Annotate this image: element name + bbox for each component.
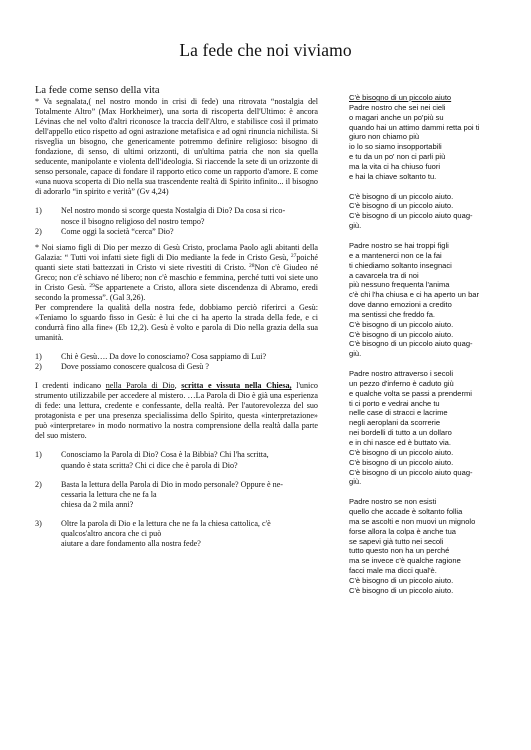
question-item bbox=[35, 362, 318, 372]
question-number: 1) bbox=[35, 450, 42, 460]
question-number: 2) bbox=[35, 479, 42, 489]
question-number: 3) bbox=[35, 518, 42, 528]
poem-stanza bbox=[349, 241, 517, 359]
paragraph-parola: I credenti indicano nella Parola di Dio, scritta e vissuta nella Chiesa, l'unico strumento utilizzabile per accedere al mistero. …La Parola di Dio è già una esperienza di fede: una lettura, credente e confessante, della realtà. Per l'autorevolezza del suo protagonista e per una presenza specialissima dello Spirito, questa «interpretazione» può «interpretare» in modo normativo la nostra comprensione della realtà dalla parte del suo mistero. bbox=[35, 381, 318, 441]
poem-line: giù. bbox=[349, 349, 362, 359]
poem-line: dove danno emozioni a credito bbox=[349, 300, 452, 310]
poem-line: ma se invece c'è qualche ragione bbox=[349, 556, 461, 566]
question-text: Come oggi la società “cerca” Dio? bbox=[61, 226, 174, 236]
emphasis-text-chiesa: scritta e vissuta nella Chiesa, bbox=[181, 381, 292, 391]
poem-stanza bbox=[349, 369, 517, 487]
poem-line: un pezzo d'inferno è caduto giù bbox=[349, 378, 454, 388]
poem-line: negli aeroplani da scorrerie bbox=[349, 418, 441, 428]
poem-line: giù. bbox=[349, 477, 362, 487]
poem-line: C'è bisogno di un piccolo aiuto. bbox=[349, 329, 454, 339]
section-subtitle: La fede come senso della vita bbox=[35, 85, 160, 96]
poem-line: quando hai un attimo dammi retta poi ti bbox=[349, 122, 480, 132]
poem-line: e hai la chiave soltanto tu. bbox=[349, 171, 437, 181]
poem-title: C'è bisogno di un piccolo aiuto bbox=[349, 93, 452, 102]
poem-line: ti ci porto e vedrai anche tu bbox=[349, 398, 440, 408]
question-item bbox=[35, 450, 318, 470]
question-item bbox=[35, 227, 318, 237]
poem-line: più nessuno frequenta l'anima bbox=[349, 280, 450, 290]
main-column bbox=[35, 84, 318, 549]
poem-line: io lo so siamo insopportabili bbox=[349, 142, 442, 152]
link-text-parola: nella Parola di Dio bbox=[105, 381, 175, 391]
poem-column bbox=[349, 93, 517, 606]
poem-line: Padre nostro se non esisti bbox=[349, 497, 437, 507]
poem-line: Padre nostro che sei nei cieli bbox=[349, 102, 446, 112]
poem-stanza bbox=[349, 192, 517, 231]
question-list-3 bbox=[35, 450, 318, 548]
question-text: Conosciamo la Parola di Dio? Cosa è la Bibbia? Chi l'ha scritta, quando è stata scritta? Chi ci dice che è parola di Dio? bbox=[61, 450, 269, 470]
question-item bbox=[35, 352, 318, 362]
poem-line: Padre nostro attraverso i secoli bbox=[349, 369, 454, 379]
poem-line: tutto questo non ha un perché bbox=[349, 546, 450, 556]
poem-line: e tu da un po' non ci parli più bbox=[349, 152, 446, 162]
poem-line: C'è bisogno di un piccolo aiuto quag- bbox=[349, 211, 473, 221]
poem-stanza bbox=[349, 103, 517, 182]
poem-line: C'è bisogno di un piccolo aiuto. bbox=[349, 319, 454, 329]
poem-line: c'è chi l'ha chiusa e ci ha aperto un bar bbox=[349, 290, 479, 300]
question-list-1 bbox=[35, 206, 318, 236]
poem-line: C'è bisogno di un piccolo aiuto. bbox=[349, 457, 454, 467]
poem-line: a cavarcela tra di noi bbox=[349, 270, 419, 280]
poem-line: C'è bisogno di un piccolo aiuto. bbox=[349, 447, 454, 457]
question-item bbox=[35, 480, 318, 510]
paragraph-galati: * Noi siamo figli di Dio per mezzo di Gesù Cristo, proclama Paolo agli abitanti della Galazia: “ Tutti voi infatti siete figli di Dio mediante la fede in Cristo Gesù, $^{27}$poiché quanti siete stati battezzati in Cristo vi siete rivestiti di Cristo. $^{28}$Non c'è Giudeo né Greco; non c'è schiavo né libero; non c'è maschio e femmina, perché tutti voi siete uno in Cristo Gesù. $^{29}$Se appartenete a Cristo, allora siete discendenza di Abramo, eredi secondo la promessa”. (Gal 3,26). bbox=[35, 242, 318, 302]
question-text: Nel nostro mondo si scorge questa Nostalgia di Dio? Da cosa si rico- nosce il bisogno religioso del nostro tempo? bbox=[61, 206, 286, 226]
poem-line: quello che accade è soltanto follia bbox=[349, 507, 463, 517]
question-number: 2) bbox=[35, 362, 42, 372]
poem-line: o magari anche un po'più su bbox=[349, 112, 444, 122]
poem-line: giù. bbox=[349, 221, 362, 231]
poem-line: nei bordelli di tutto a un dollaro bbox=[349, 428, 452, 438]
poem-line: e in chi nasce ed è buttato via. bbox=[349, 438, 451, 447]
page-title: La fede che noi viviamo bbox=[179, 40, 352, 60]
poem-line: ma se ascolti e non muovi un mignolo bbox=[349, 516, 476, 526]
poem-line: giuro non chiamo più bbox=[349, 132, 420, 142]
question-item bbox=[35, 206, 318, 226]
poem-line: e a mantenerci non ce la fai bbox=[349, 250, 442, 260]
paragraph-nostalgia: * Va segnalata,( nel nostro mondo in crisi di fede) una ritrovata “nostalgia del Totalmente Altro” (Max Horkheimer), una sorta di riscoperta dell'Ultimo: è ancora Lévinas che nel volto d'altri riconosce la traccia dell'Altro, e stabilisce così il primato dell'appello etico rispetto ad ogni astrazione metafisica e ad ogni rinuncia nichilista. Si risveglia un bisogno, che genericamente potremmo definire religioso: bisogno di fondazione, di senso, di ultimi orizzonti, di un'ultima patria che non sia quella seducente, manipolante e violenta dell'ideologia. Si riaccende la sete di un orizzonte di senso personale, capace di fondare il rapporto etico come un rapporto d'amore. E come «una nuova scoperta di Dio nella sua trascendente realtà di Spirito infinito... il bisogno di adorarlo “in spirito e verità” (Gv 4,24) bbox=[35, 97, 318, 197]
question-number: 2) bbox=[35, 226, 42, 236]
poem-line: forse allora la colpa è anche tua bbox=[349, 526, 456, 536]
poem-line: C'è bisogno di un piccolo aiuto. bbox=[349, 585, 454, 595]
poem-stanza bbox=[349, 497, 517, 595]
paragraph-gesu: Per comprendere la qualità della nostra fede, dobbiamo perciò riferirci a Gesù: «Teniamo lo sguardo fisso in Gesù: è lui che ci ha aperto la strada della fede, e ci condurrà fino alla fine» (Eb 12,2). Gesù è volto e parola di Dio nella grazia della sua umanità. bbox=[35, 302, 318, 343]
question-text: Basta la lettura della Parola di Dio in modo personale? Oppure è ne- cessaria la lettura che ne fa la chiesa da 2 mila anni? bbox=[61, 479, 284, 509]
question-text: Chi è Gesù…. Da dove lo conosciamo? Cosa sappiamo di Lui? bbox=[61, 352, 267, 362]
poem-line: Padre nostro se hai troppi figli bbox=[349, 240, 449, 250]
poem-line: e qualche volta se passi a prendermi bbox=[349, 388, 472, 398]
question-text: Oltre la parola di Dio e la lettura che ne fa la chiesa cattolica, c'è qualcos'altro ancora che ci può aiutare a dare fondamento alla nostra fede? bbox=[61, 518, 271, 548]
poem-line: C'è bisogno di un piccolo aiuto. bbox=[349, 575, 454, 585]
poem-line: ma sentissi che freddo fa. bbox=[349, 309, 435, 319]
question-number: 1) bbox=[35, 352, 42, 362]
poem-line: nelle case di stracci e lacrime bbox=[349, 408, 448, 418]
question-item bbox=[35, 519, 318, 549]
poem-line: C'è bisogno di un piccolo aiuto quag- bbox=[349, 339, 473, 349]
question-text: Dove possiamo conoscere qualcosa di Gesù ? bbox=[61, 362, 210, 372]
poem-line: C'è bisogno di un piccolo aiuto quag- bbox=[349, 467, 473, 477]
poem-line: C'è bisogno di un piccolo aiuto. bbox=[349, 191, 454, 201]
poem-line: ma la vita ci ha chiuso fuori bbox=[349, 161, 441, 171]
poem-stanzas bbox=[349, 103, 517, 596]
poem-line: C'è bisogno di un piccolo aiuto. bbox=[349, 201, 454, 211]
question-number: 1) bbox=[35, 206, 42, 216]
poem-line: se sapevi già tutto nei secoli bbox=[349, 536, 444, 546]
poem-line: ti chiediamo soltanto insegnaci bbox=[349, 260, 452, 270]
question-list-2 bbox=[35, 352, 318, 372]
poem-line: facci male ma dicci qual'è. bbox=[349, 566, 437, 576]
